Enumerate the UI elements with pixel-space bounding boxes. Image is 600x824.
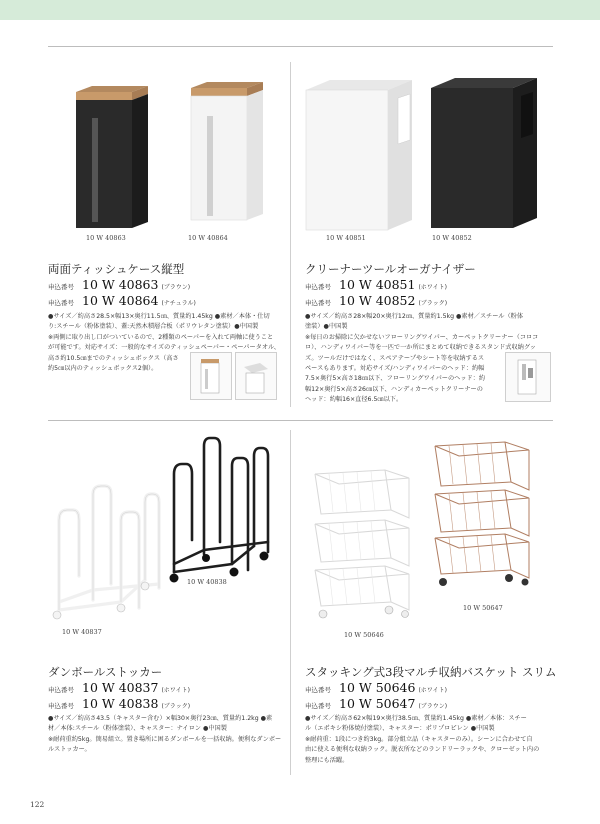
desc-line: ロ）、ハンディワイパー等を一匹で一か所にまとめて収納できるスタンド式収納グッ xyxy=(305,344,536,352)
middle-divider xyxy=(48,420,553,421)
product-title: クリーナーツールオーガナイザー xyxy=(305,262,476,276)
basket-brown-image xyxy=(425,438,535,598)
desc-line: ●サイズ／約高さ28.5×幅13×奥行11.5㎝、質量約1.45kg ●素材／本体・仕切 xyxy=(48,313,270,320)
desc-line: ヘッド：約幅16×直径6.5㎝以下。 xyxy=(305,396,403,404)
code-label-40851: 10 W 40851 xyxy=(326,234,366,242)
desc-line: ※毎日のお掃除に欠かせないフローリングワイパー、カーペットクリーナー（コロコ xyxy=(305,333,539,341)
order-label: 申込番号 xyxy=(305,686,331,694)
desc-line: ※耐荷重：1段につき約3kg。部分組立品（キャスターのみ）。シーンに合わせて自 xyxy=(305,735,533,743)
desc-line: ※両側に取り出し口がついているので、2種類のペーパーを入れて両軸に使うこと xyxy=(48,333,274,341)
order-number: 10 W 40851 xyxy=(339,277,416,292)
order-color-note: (ナチュラル) xyxy=(161,300,196,307)
order-number-row xyxy=(48,277,190,292)
order-number-row xyxy=(305,680,447,695)
desc-line: ペースもあります。対応サイズ/ハンディワイパーのヘッド：約幅 xyxy=(305,365,485,373)
order-number: 10 W 40864 xyxy=(82,293,159,308)
header-band xyxy=(0,0,600,20)
stocker-black-image xyxy=(160,432,280,592)
organizer-white-image xyxy=(300,70,420,235)
order-color-note: (ホワイト) xyxy=(161,687,190,694)
code-label-50646: 10 W 50646 xyxy=(344,631,384,639)
order-label: 申込番号 xyxy=(48,702,74,710)
order-color-note: (ホワイト) xyxy=(418,284,447,291)
desc-line: 7.5×奥行5×高さ18㎝以下、フローリングワイパーのヘッド：約 xyxy=(305,375,486,383)
column-divider-lower xyxy=(290,430,291,775)
code-label-40837: 10 W 40837 xyxy=(62,628,102,636)
code-label-40863: 10 W 40863 xyxy=(86,234,126,242)
order-number: 10 W 40863 xyxy=(82,277,159,292)
desc-line: 材／本体:スチール（粉体塗装）、キャスター：ナイロン ●中国製 xyxy=(48,725,227,733)
product-description xyxy=(305,714,553,766)
order-number: 10 W 50646 xyxy=(339,680,416,695)
desc-line: 整理にも活躍。 xyxy=(305,756,349,764)
desc-line: ズ。ツールだけではなく、スペアテープやシート等を収納するス xyxy=(305,354,485,362)
order-color-note: (ブラック) xyxy=(161,703,191,710)
usage-thumbnail-2 xyxy=(235,352,277,400)
desc-line: が可能です。対応サイズ：一般的なサイズのティッシュペーパー・ペーパータオル、 xyxy=(48,344,280,352)
code-label-40838: 10 W 40838 xyxy=(187,578,227,586)
desc-line: 幅12×奥行5×高さ26㎝以下、ハンディカーペットクリーナーの xyxy=(305,385,483,393)
order-color-note: (ホワイト) xyxy=(418,687,447,694)
basket-white-image xyxy=(305,462,415,627)
order-label: 申込番号 xyxy=(48,283,74,291)
page-number: 122 xyxy=(30,800,45,809)
order-number-row xyxy=(305,277,447,292)
desc-line: ●サイズ／約高さ43.5（キャスター含む）×幅30×奥行23㎝、質量約1.2kg ●素 xyxy=(48,715,273,722)
order-number-row xyxy=(305,696,447,711)
desc-line: 高さ約10.5㎝までのティッシュボックス（高さ xyxy=(48,354,179,362)
order-color-note: (ブラック) xyxy=(418,300,448,307)
desc-line: 約5㎝以内のティッシュボックス2個）。 xyxy=(48,365,158,373)
code-label-50647: 10 W 50647 xyxy=(463,604,503,612)
product-title: 両面ティッシュケース縦型 xyxy=(48,262,185,276)
code-label-40852: 10 W 40852 xyxy=(432,234,472,242)
order-number: 10 W 40837 xyxy=(82,680,159,695)
top-divider xyxy=(48,46,553,47)
desc-line: ●サイズ／約高さ62×幅19×奥行38.5㎝、質量約1.45kg ●素材／本体：スチー xyxy=(305,715,527,722)
desc-line: ●サイズ／約高さ28×幅20×奥行12㎝、質量約1.5kg ●素材／スチール（粉体 xyxy=(305,313,524,320)
organizer-black-image xyxy=(425,68,545,233)
product-description xyxy=(48,714,284,756)
usage-thumbnail xyxy=(505,352,551,402)
order-label: 申込番号 xyxy=(305,702,331,710)
desc-line: ルストッカー。 xyxy=(48,746,91,754)
tissue-case-white-image xyxy=(185,76,270,226)
desc-line: 塗装）●中国製 xyxy=(305,323,348,331)
order-label: 申込番号 xyxy=(305,283,331,291)
product-title: スタッキング式3段マルチ収納バスケット スリム xyxy=(305,665,557,679)
tissue-case-black-image xyxy=(70,80,155,230)
order-number-row xyxy=(305,293,447,308)
column-divider-upper xyxy=(290,62,291,407)
order-number-row xyxy=(48,680,190,695)
product-title: ダンボールストッカー xyxy=(48,665,163,679)
usage-thumbnail-1 xyxy=(190,352,232,400)
stocker-white-image xyxy=(45,480,165,625)
desc-line: ル（エポキシ粉体焼付塗装）、キャスター：ポリプロピレン ●中国製 xyxy=(305,725,495,733)
order-label: 申込番号 xyxy=(48,686,74,694)
order-number: 10 W 50647 xyxy=(339,696,416,711)
order-number: 10 W 40838 xyxy=(82,696,159,711)
order-number-row xyxy=(48,293,196,308)
desc-line: り:スチール（粉体塗装）、蓋:天然木積層合板（ポリウレタン塗装）●中国製 xyxy=(48,323,259,331)
desc-line: 由に使える便利な収納ラック。脱衣所などのランドリーラックや、クローゼット内の xyxy=(305,746,540,754)
order-label: 申込番号 xyxy=(48,299,74,307)
order-number-row xyxy=(48,696,190,711)
order-label: 申込番号 xyxy=(305,299,331,307)
code-label-40864: 10 W 40864 xyxy=(188,234,228,242)
order-color-note: (ブラウン) xyxy=(161,284,191,291)
desc-line: ※耐荷重約5kg。簡易組立。置き場所に困るダンボールを一括収納。便利なダンボー xyxy=(48,735,282,743)
order-number: 10 W 40852 xyxy=(339,293,416,308)
order-color-note: (ブラウン) xyxy=(418,703,448,710)
